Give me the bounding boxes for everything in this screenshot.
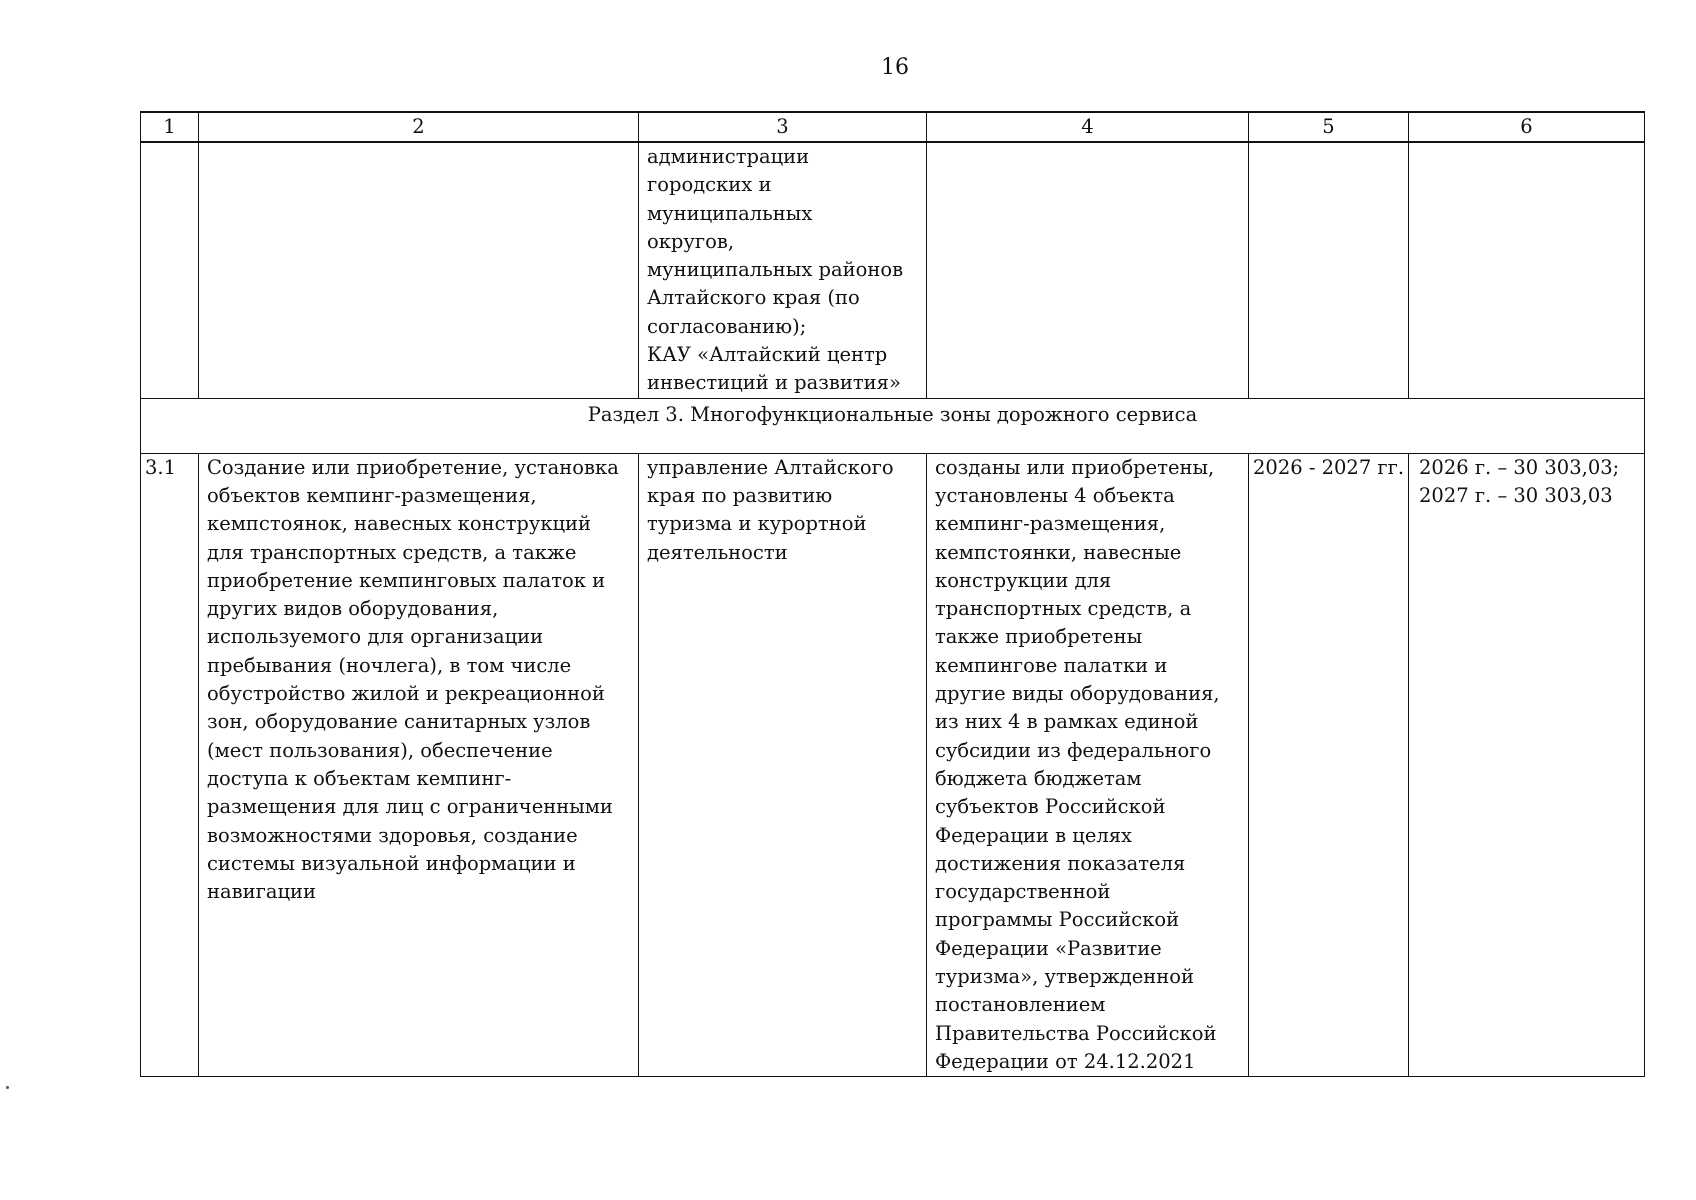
responsible-line: округов, <box>647 229 735 253</box>
responsible-line: управление Алтайского <box>647 455 894 479</box>
responsible-line: Алтайского края (по <box>647 286 860 310</box>
continuation-row <box>141 142 1645 398</box>
continuation-cell-result <box>927 142 1249 398</box>
result-line: субсидии из федерального <box>935 738 1212 762</box>
item-number: 3.1 <box>141 453 199 1077</box>
measure-line: пребывания (ночлега), в том числе <box>207 653 572 677</box>
item-responsible <box>639 453 927 1077</box>
measure-line: используемого для организации <box>207 625 544 649</box>
result-line: также приобретены <box>935 625 1143 649</box>
result-line: кемпингове палатки и <box>935 653 1168 677</box>
result-line: Федерации от 24.12.2021 <box>935 1049 1196 1073</box>
column-number-1: 1 <box>141 112 199 142</box>
measure-line: Создание или приобретение, установка <box>207 455 619 479</box>
result-line: бюджета бюджетам <box>935 766 1142 790</box>
result-line: кемпинг-размещения, <box>935 512 1166 536</box>
table-row <box>141 453 1645 1077</box>
column-number-header-row <box>141 112 1645 142</box>
continuation-cell-funding <box>1409 142 1645 398</box>
result-line: конструкции для <box>935 568 1112 592</box>
measure-line: зон, оборудование санитарных узлов <box>207 710 591 734</box>
result-line: Правительства Российской <box>935 1021 1217 1045</box>
measure-line: приобретение кемпинговых палаток и <box>207 568 606 592</box>
responsible-line: городских и <box>647 173 772 197</box>
measure-line: системы визуальной информации и <box>207 851 576 875</box>
measure-line: других видов оборудования, <box>207 597 499 621</box>
funding-line: 2026 г. – 30 303,03; <box>1419 455 1620 479</box>
item-funding <box>1409 453 1645 1077</box>
result-line: из них 4 в рамках единой <box>935 710 1199 734</box>
responsible-line: муниципальных районов <box>647 258 904 282</box>
result-line: туризма», утвержденной <box>935 965 1194 989</box>
result-line: программы Российской <box>935 908 1180 932</box>
result-line: транспортных средств, а <box>935 597 1192 621</box>
result-line: кемпстоянки, навесные <box>935 540 1182 564</box>
measure-line: для транспортных средств, а также <box>207 540 577 564</box>
responsible-line: муниципальных <box>647 201 813 225</box>
responsible-line: инвестиций и развития» <box>647 371 901 395</box>
funding-line: 2027 г. – 30 303,03 <box>1419 483 1613 507</box>
result-line: Федерации в целях <box>935 823 1133 847</box>
result-line: созданы или приобретены, <box>935 455 1215 479</box>
responsible-line: туризма и курортной <box>647 512 867 536</box>
measure-line: возможностями здоровья, создание <box>207 823 578 847</box>
result-line: постановлением <box>935 993 1106 1017</box>
continuation-cell-responsible <box>639 142 927 398</box>
responsible-line: деятельности <box>647 540 788 564</box>
measure-line: размещения для лиц с ограниченными <box>207 795 613 819</box>
responsible-line: КАУ «Алтайский центр <box>647 343 888 367</box>
continuation-cell-number <box>141 142 199 398</box>
result-line: Федерации «Развитие <box>935 936 1162 960</box>
column-number-3: 3 <box>639 112 927 142</box>
column-number-2: 2 <box>199 112 639 142</box>
measure-line: (мест пользования), обеспечение <box>207 738 553 762</box>
continuation-cell-period <box>1249 142 1409 398</box>
result-line: установлены 4 объекта <box>935 483 1175 507</box>
result-line: другие виды оборудования, <box>935 682 1220 706</box>
measure-line: обустройство жилой и рекреационной <box>207 682 605 706</box>
result-line: государственной <box>935 880 1111 904</box>
responsible-line: администрации <box>647 145 810 168</box>
measure-line: объектов кемпинг-размещения, <box>207 483 537 507</box>
result-line: субъектов Российской <box>935 795 1166 819</box>
section-title: Раздел 3. Многофункциональные зоны дорожного сервиса <box>141 398 1645 453</box>
responsible-line: края по развитию <box>647 483 833 507</box>
section-row <box>141 398 1645 453</box>
column-number-4: 4 <box>927 112 1249 142</box>
scan-speck <box>6 1086 9 1089</box>
measure-line: доступа к объектам кемпинг- <box>207 766 512 790</box>
column-number-5: 5 <box>1249 112 1409 142</box>
program-measures-table <box>140 111 1645 1077</box>
measure-line: навигации <box>207 880 316 904</box>
result-line: достижения показателя <box>935 851 1186 875</box>
measure-line: кемпстоянок, навесных конструкций <box>207 512 592 536</box>
item-period: 2026 - 2027 гг. <box>1249 453 1409 1077</box>
column-number-6: 6 <box>1409 112 1645 142</box>
item-measure <box>199 453 639 1077</box>
responsible-line: согласованию); <box>647 314 807 338</box>
page-number: 16 <box>881 55 909 80</box>
continuation-cell-measure <box>199 142 639 398</box>
item-result <box>927 453 1249 1077</box>
